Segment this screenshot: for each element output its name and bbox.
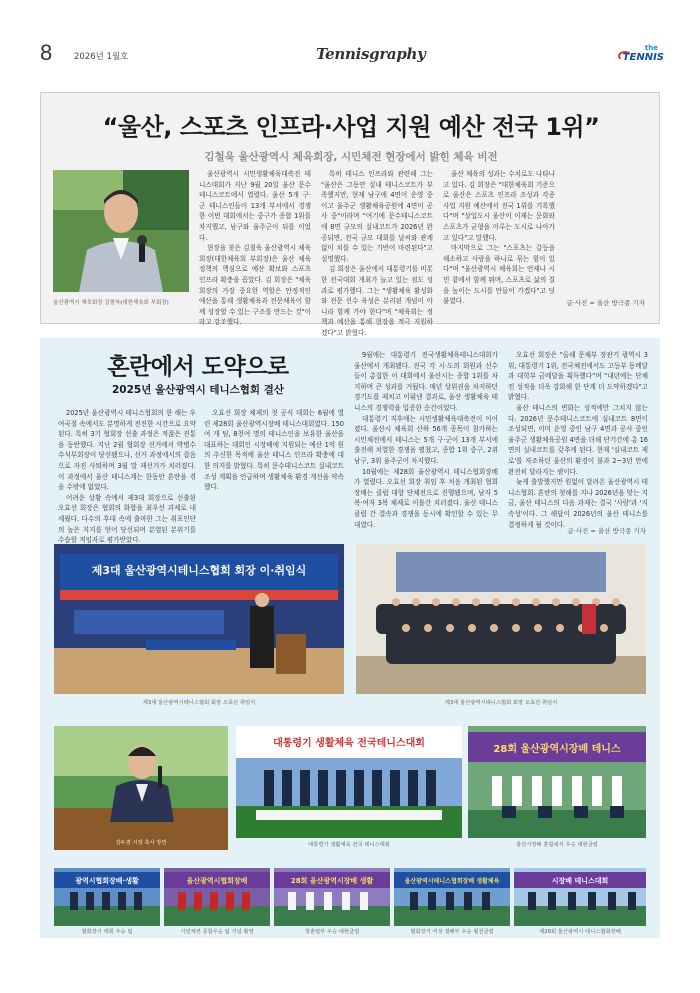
article1-photo-caption: 울산광역시 체육회장 김철욱(대한체육회 부회장) (53, 300, 169, 306)
article2-column-3 (354, 350, 498, 530)
article2-paragraph: 오효선 회장 체제의 첫 공식 대회는 6월에 열린 제28회 울산광역시장배 테니스대회였다. 150여 개 팀, 8천여 명의 테니스인을 보유한 울산을 대표하는 대회인 시장배에 지원되는 예산 1억 원의 주신한 목적에 울산 테니스 인프라 확충에 대한 의지를 밝혔다. 특히 문수테니스코트 실내코트 조성 계획을 언급하며 생활체육 환경 개선을 약속했다. (204, 409, 344, 492)
photo-caption: 제3대 울산광역시테니스협회 회장 오효선 취임식 (142, 700, 256, 706)
article2-byline: 글·사진 = 울산 방극종 기자 (567, 527, 646, 535)
photo-caption: 시민체전 종합우승 팀 기념 촬영 (180, 929, 254, 935)
photo-thumb-1 (54, 868, 160, 926)
photo-banner-text: 울산광역시테니스협회장배 생활체육 (404, 878, 500, 885)
article1-paragraph: 울산광역시 시민생활체육대축전 테니스대회가 지난 9월 20일 울산 문수테니스코트에서 열렸다. 울산 5개 구·군 테니스인들이 13개 부서에서 경쟁한 이번 대회에서는 중구가 종합 1위를 차지했고, 남구와 울주군이 뒤를 이었다. (199, 170, 311, 242)
photo-banner-text: 28회 울산광역시장배 테니스 (493, 744, 621, 755)
photo-thumb-2 (164, 868, 270, 926)
photo-thumb-3 (274, 868, 390, 926)
logo-tennis: TENNIS (622, 52, 664, 63)
photo-caption: 협회장기 대회 우승 팀 (81, 929, 133, 935)
photo-banner-text: 28회 울산광역시장배 생활 (290, 877, 374, 885)
article-association-review (40, 338, 660, 938)
article2-paragraph: 울산 테니스의 변화는 성적에만 그치지 않는다. 2026년 문수테니스코트에 실내코트 8면이 조성되면, 이미 운영 중인 남구 4면과 공사 중인 울주군 생활체육공원 4면을 더해 단기간에 총 16면의 실내코트를 갖추게 된다. 현재 '실내코트 제로'를 자조하던 울산의 환경이 불과 2~3년 만에 완전히 달라지는 셈이다. (508, 403, 648, 476)
photo-banner-text: 제3대 울산광역시테니스협회 회장 이·취임식 (91, 564, 307, 577)
article2-paragraph: 10월에는 제28회 울산광역시 테니스협회장배가 열렸다. 오효선 회장 취임 후 처음 개최된 협회장배는 클럽 대항 단체전으로 진행됐으며, 남자 5복·여자 3복 체제로 이틀간 치러졌다. 울산 테니스 클럽 간 결속과 경쟁을 동시에 확인할 수 있는 무대였다. (354, 467, 498, 529)
article1-subheadline: 김철욱 울산광역시 체육회장, 시민체전 현장에서 밝힌 체육 비전 (204, 151, 498, 163)
photo-caption: 협회장기 여성 결배부 우승 월천클럽 (410, 929, 494, 935)
article2-paragraph: 9월에는 대통령기 전국생활체육테니스대회가 울산에서 개최됐다. 전국 각 시·도의 회원과 선수들이 총집한 이 대회에서 울산시는 종합 1위를 차지하며 큰 성과를 거뒀다. 매년 상위권을 차지하던 경기도를 제치고 이뤄낸 결과로, 울산 생활체육 테니스의 경쟁력을 입증한 순간이었다. (354, 351, 498, 412)
article2-subheadline: 2025년 울산광역시 테니스협회 결산 (111, 384, 285, 396)
article1-paragraph: 특히 테니스 인프라와 관련해 그는 "울산은 그동안 실내 테니스코트가 부족했지만, 현재 남구에 4면이 운영 중이고 울주군 생활체육공원에 4면이 공사 중"이라며 "여기에 문수테니스코트에 8면 규모의 실내코트가 2026년 완공되면, 전국 규모 대회를 날씨와 관계없이 치를 수 있는 기반이 마련된다"고 설명했다. (321, 170, 433, 263)
page-number: 8 (40, 40, 53, 65)
photo-caption: 청춘컵부 우승 대현클럽 (304, 929, 360, 935)
article2-column-4 (508, 350, 648, 530)
photo-caption: 제3대 울산광역시테니스협회 회장 오효선 취임식 (444, 700, 558, 706)
photo-caption: 김두겸 시장 축사 장면 (115, 840, 167, 846)
photo-caption: 울산시장배 혼합복식 우승 대현클럽 (516, 842, 598, 848)
article1-column-1 (199, 169, 311, 328)
photo-banner-text: 울산광역시협회장배 (186, 877, 248, 885)
article1-column-2 (321, 169, 433, 339)
article2-paragraph: 2025년 울산광역시 테니스협회의 한 해는 우여곡절 속에서도 분명하게 전진한 시간으로 요약된다. 특히 3기 협회장 선출 과정은 적잖은 진통을 동반했다. 지난 2월 협회장 선거에서 박병수 수석부회장이 당선됐으나, 선거 과정에서의 잡음으로 자진 사퇴하며 3월 말 재선거가 치러졌다. 이 과정에서 울산 테니스계는 한동안 혼란을 겪을 수밖에 없었다. (58, 409, 196, 492)
photo-caption: 대통령기 생활체육 전국 테니스대회 (308, 842, 390, 848)
photo-banner-text: 광역시협회장배·생활 (75, 877, 139, 885)
article1-paragraph: 김 회장은 울산에서 대통령기를 비롯한 전국대회 개최가 늘고 있는 점도 성과로 평가했다. 그는 "생활체육 활성화와 전문 선수 육성은 분리된 개념이 아니라 함께 가야 한다"며 "체육회는 정책과 예산을 통해 현장을 적극 지원하겠다"고 밝혔다. (321, 265, 433, 337)
photo-banner-text: 대통령기 생활체육 전국테니스대회 (273, 738, 425, 749)
article1-byline: 글·사진 = 울산 방극종 기자 (566, 299, 645, 307)
article1-paragraph: 마지막으로 그는 "스포츠는 갈등을 해소하고 사람을 하나로 묶는 힘이 있다"며 "울산광역시 체육회는 언제나 시민 곁에서 함께 뛰며, 스포츠로 삶의 질을 높이는 도시를 만들어 가겠다"고 덧붙였다. (443, 244, 555, 306)
masthead: Tennisgraphy (316, 45, 426, 63)
photo-thumb-5 (514, 868, 646, 926)
page-header (0, 0, 700, 70)
photo-mayor-speech (54, 726, 228, 850)
article2-headline: 혼란에서 도약으로 (107, 354, 289, 380)
article1-headline: “울산, 스포츠 인프라·사업 지원 예산 전국 1위” (102, 113, 600, 141)
article1-column-3 (443, 169, 555, 307)
photo-thumb-4 (394, 868, 510, 926)
photo-banner-text: 시장배 테니스대회 (551, 877, 609, 885)
article2-paragraph: 어려운 상황 속에서 제3대 회장으로 선출된 오효선 회장은 협회의 화합을 최우선 과제로 내세웠다. 다수의 후대 속에 출마한 그는 취포인단의 높은 지지를 얻어 당선되며 분열된 분위기를 수습할 적임자로 평가받았다. (58, 493, 196, 545)
article2-paragraph: 오효선 회장은 "올해 문체부 장관기 광역시 3위, 대통령기 1위, 전국체전에서도 고등부 동메달과 대학부 금메달을 획득했다"며 "내년에는 단체전 성적을 더욱 강화해 한 단계 더 도약하겠다"고 밝혔다. (508, 351, 648, 402)
photo-inauguration-stage (54, 544, 344, 694)
photo-caption: 제28회 울산광역시 테니스협회장배 (539, 929, 621, 935)
article1-portrait-photo (53, 170, 189, 292)
article-interview (40, 92, 660, 337)
issue-date: 2026년 1월호 (74, 52, 129, 62)
photo-presidential-cup (236, 726, 462, 838)
article1-paragraph: 울산 체육의 성과는 수치로도 나타나고 있다. 김 회장은 "대한체육회 기준으로 울산은 스포츠 인프라 조성과 각종 사업 지원 예산에서 전국 1위를 기록했다"며 "상업도시 울산이 이제는 문화와 스포츠가 균형을 이루는 도시로 나아가고 있다"고 말했다. (443, 170, 555, 242)
photo-mayor-cup-winners (468, 726, 646, 838)
article2-column-1 (58, 408, 196, 546)
photo-inauguration-group (356, 544, 646, 694)
the-tennis-logo (618, 44, 664, 64)
article2-paragraph: 늦게 출발했지만 원없이 달려온 울산광역시 테니스협회. 혼란의 첫해를 지나 2026년을 맞는 지금, 울산 테니스의 다음 과제는 결국 '사람'과 '지속성'이다. 그 해답이 2026년의 울산 테니스를 결정하게 될 것이다. (508, 478, 648, 529)
article1-paragraph: 현장을 찾은 김철욱 울산광역시 체육회장(대한체육회 부회장)은 울산 체육 정책의 핵심으로 예산 확보와 스포츠 인프라 확충을 꼽았다. 김 회장은 "체육회장의 가장 중요한 역할은 안정적인 예산을 통해 생활체육과 전문체육이 함께 성장할 수 있는 구조를 만드는 것"이라고 강조했다. (199, 244, 311, 327)
article2-column-2 (204, 408, 344, 493)
logo-the: the (644, 44, 658, 52)
article2-paragraph: 대통령기 직후에는 시민생활체육대축전이 이어졌다. 울산시 체육회 산하 56개 종목이 참가하는 시민체전에서 테니스는 5개 구·군이 13개 부서에 출전해 치열한 경쟁을 펼쳤고, 종합 1위 중구, 2위 남구, 3위 울주군이 차지했다. (354, 414, 498, 465)
